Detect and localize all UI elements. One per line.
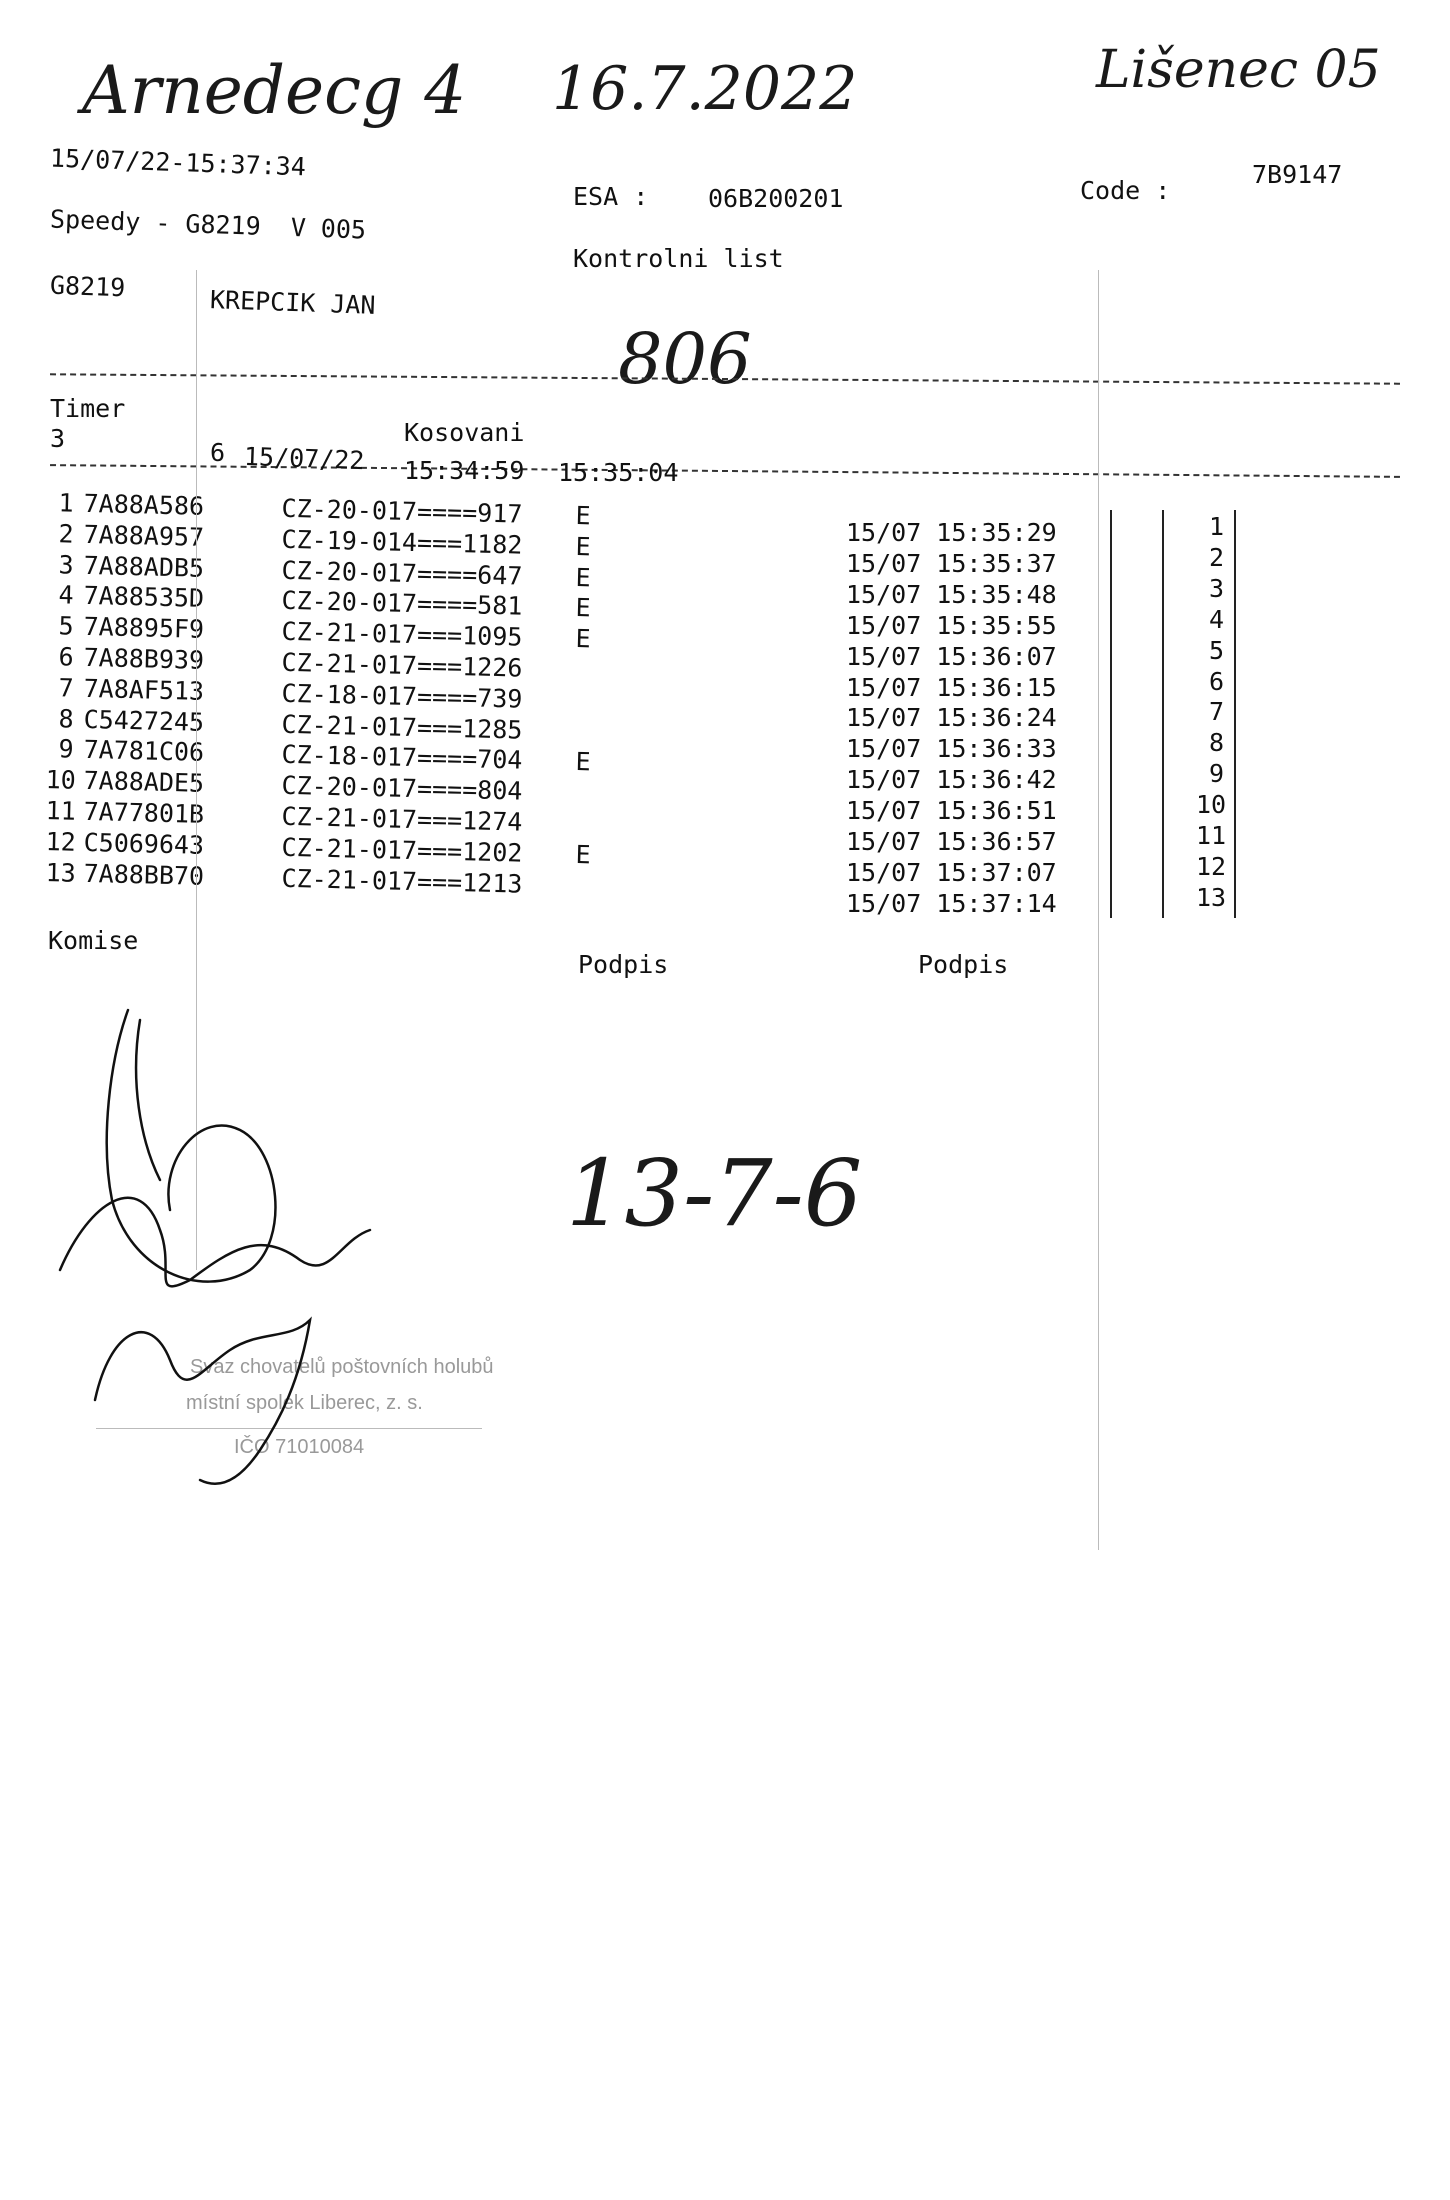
entry-chip-id: 7A88535D bbox=[83, 581, 205, 614]
entry-timestamp: 15/07 15:37:07 bbox=[846, 857, 1057, 887]
entry-chip-id: 7A8AF513 bbox=[83, 673, 205, 706]
entry-rank: 2 bbox=[1208, 542, 1224, 572]
komise-label: Komise bbox=[48, 926, 139, 955]
timer-count: 6 bbox=[210, 438, 226, 467]
list-title: Kontrolni list bbox=[573, 244, 784, 273]
entry-number: 10 bbox=[45, 765, 77, 795]
signature-loop-small bbox=[136, 1020, 160, 1180]
entry-number: 12 bbox=[45, 826, 77, 857]
entry-timestamp: 15/07 15:36:33 bbox=[846, 734, 1057, 764]
entry-ring-number: CZ-21-017===1285 bbox=[281, 709, 523, 745]
entry-ring-number: CZ-21-017===1274 bbox=[281, 801, 523, 837]
handwritten-result: 13-7-6 bbox=[566, 1140, 863, 1247]
entry-number: 2 bbox=[58, 519, 75, 549]
entry-chip-id: 7A88ADE5 bbox=[83, 766, 205, 799]
entry-timestamp: 15/07 15:35:48 bbox=[846, 579, 1057, 609]
entry-flag: E bbox=[575, 531, 591, 562]
entry-timestamp: 15/07 15:35:37 bbox=[846, 548, 1057, 578]
entry-flag: E bbox=[575, 624, 591, 654]
handwritten-header-right: Lišenec 05 bbox=[1096, 40, 1381, 100]
entry-timestamp: 15/07 15:36:51 bbox=[846, 796, 1057, 826]
entry-ring-number: CZ-21-017===1213 bbox=[281, 863, 523, 899]
entry-ring-number: CZ-21-017===1226 bbox=[281, 647, 523, 683]
entry-rank: 3 bbox=[1208, 573, 1224, 603]
entry-rank: 9 bbox=[1208, 759, 1224, 789]
entry-flag: E bbox=[575, 500, 591, 531]
entry-timestamp: 15/07 15:36:24 bbox=[846, 703, 1057, 733]
entry-rank: 8 bbox=[1208, 728, 1224, 758]
timer-name: Kosovani bbox=[404, 418, 525, 447]
entry-ring-number: CZ-18-017====739 bbox=[281, 678, 523, 714]
entry-chip-id: C5069643 bbox=[83, 827, 205, 860]
association-stamp-line1: Svaz chovatelů poštovních holubů bbox=[190, 1356, 494, 1378]
signature-second bbox=[95, 1320, 310, 1484]
entry-rank: 6 bbox=[1208, 666, 1224, 696]
entry-flag: E bbox=[575, 747, 591, 777]
code-label: Code : bbox=[1080, 176, 1171, 205]
entry-chip-id: 7A88A957 bbox=[83, 519, 205, 552]
member-id: G8219 bbox=[49, 270, 126, 303]
entry-timestamp: 15/07 15:35:55 bbox=[846, 610, 1057, 640]
esa-label: ESA : bbox=[573, 182, 649, 211]
entry-ring-number: CZ-21-017===1095 bbox=[281, 616, 523, 652]
entry-chip-id: 7A88ADB5 bbox=[83, 550, 205, 583]
entry-rank: 13 bbox=[1196, 882, 1227, 912]
entry-number: 4 bbox=[58, 580, 75, 611]
entry-rank: 12 bbox=[1196, 851, 1227, 881]
signature-first bbox=[60, 1198, 370, 1287]
entry-ring-number: CZ-20-017====804 bbox=[281, 770, 523, 806]
association-stamp-line2: místní spolek Liberec, z. s. bbox=[186, 1392, 423, 1414]
entry-chip-id: 7A88BB70 bbox=[83, 858, 205, 891]
handwritten-header-left: Arnedecg 4 bbox=[82, 52, 467, 129]
entry-ring-number: CZ-20-017====581 bbox=[281, 586, 523, 622]
entry-timestamp: 15/07 15:35:29 bbox=[846, 518, 1057, 547]
signature-loop-large bbox=[107, 1010, 276, 1282]
entry-timestamp: 15/07 15:36:57 bbox=[846, 827, 1057, 856]
entry-rank: 1 bbox=[1208, 512, 1224, 541]
entry-chip-id: C5427245 bbox=[83, 704, 205, 737]
entry-timestamp: 15/07 15:36:15 bbox=[846, 672, 1057, 702]
entry-ring-number: CZ-21-017===1202 bbox=[281, 832, 523, 868]
entry-rank: 4 bbox=[1208, 604, 1224, 634]
association-stamp-line3: IČO 71010084 bbox=[234, 1436, 365, 1458]
timer-value: 3 bbox=[50, 424, 66, 453]
timer-date: 15/07/22 bbox=[243, 441, 365, 476]
entry-chip-id: 7A8895F9 bbox=[83, 612, 205, 645]
podpis-label-1: Podpis bbox=[578, 950, 669, 979]
entry-chip-id: 7A77801B bbox=[83, 796, 205, 829]
entry-rank: 10 bbox=[1196, 790, 1227, 820]
entry-rank: 5 bbox=[1208, 635, 1224, 665]
podpis-label-2: Podpis bbox=[918, 950, 1009, 979]
entry-timestamp: 15/07 15:36:42 bbox=[846, 765, 1057, 795]
entry-ring-number: CZ-19-014===1182 bbox=[281, 524, 523, 560]
entry-chip-id: 7A88B939 bbox=[83, 642, 205, 675]
timer-end: 15:35:04 bbox=[558, 458, 679, 487]
entry-chip-id: 7A88A586 bbox=[83, 488, 205, 521]
entry-flag: E bbox=[575, 839, 591, 870]
entry-number: 1 bbox=[58, 488, 75, 518]
entry-flag: E bbox=[575, 562, 591, 592]
entry-number: 9 bbox=[58, 734, 75, 765]
code-value: 7B9147 bbox=[1252, 160, 1343, 189]
entry-number: 8 bbox=[58, 703, 75, 734]
entry-rank: 11 bbox=[1196, 821, 1227, 850]
entry-number: 13 bbox=[45, 857, 77, 888]
entry-timestamp: 15/07 15:36:07 bbox=[846, 641, 1057, 671]
speedy-line: Speedy - G8219 V 005 bbox=[49, 204, 367, 245]
esa-value: 06B200201 bbox=[708, 184, 844, 213]
member-name: KREPCIK JAN bbox=[209, 285, 377, 320]
entry-number: 3 bbox=[58, 549, 75, 580]
entry-timestamp: 15/07 15:37:14 bbox=[846, 888, 1057, 918]
entry-number: 6 bbox=[58, 642, 75, 672]
entry-ring-number: CZ-20-017====647 bbox=[281, 555, 523, 591]
entry-chip-id: 7A781C06 bbox=[83, 735, 205, 768]
timer-label: Timer bbox=[50, 394, 126, 423]
header-timestamp: 15/07/22-15:37:34 bbox=[49, 143, 307, 182]
timer-start: 15:34:59 bbox=[404, 456, 525, 485]
entry-number: 5 bbox=[58, 611, 75, 641]
handwritten-header-date: 16.7.2022 bbox=[552, 54, 858, 124]
entry-flag: E bbox=[575, 593, 591, 623]
handwritten-center-number: 806 bbox=[618, 318, 752, 400]
entry-ring-number: CZ-20-017====917 bbox=[281, 493, 523, 529]
entry-ring-number: CZ-18-017====704 bbox=[281, 740, 523, 776]
entry-rank: 7 bbox=[1208, 697, 1224, 727]
entry-number: 11 bbox=[45, 796, 77, 826]
entry-number: 7 bbox=[58, 673, 75, 703]
